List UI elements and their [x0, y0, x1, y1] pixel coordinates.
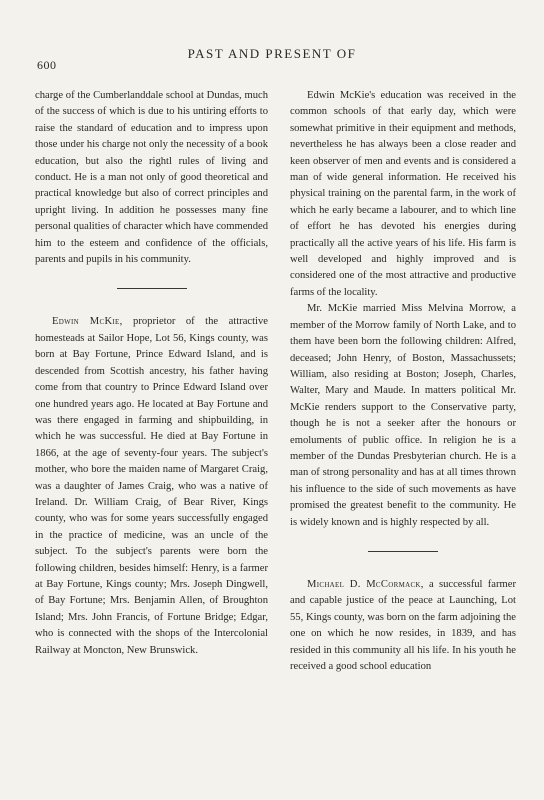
paragraph-school-continuation: charge of the Cumberlanddale school at Dundas, much of the success of which is due to his untiring efforts to raise the standard of education and to impress upon those under his charge not only the necessity of a book education, but also the rightl rules of living and conduct. He is a man not only of good theoretical and practical knowledge but also of correct principles and upright living. In addition he possesses many fine personal qualities of character which have commended him to the esteem and confidence of the officials, parents and pupils in his community.	[35, 90, 268, 266]
paragraph-text: proprietor of the attractive homesteads at Sailor Hope, Lot 56, Kings county, was born at Bay Fortune, Prince Edward Island, and is descended from Scottish ancestry, his father having come from that country to Prince Edward Island over one hundred years ago. He located at Bay Fortune and was there engaged in farming and shipbuilding, in which he was successful. He died at Bay Fortune in 1866, at the age of seventy-four years. The subject's mother, who bore the maiden name of Margaret Craig, was a daughter of James Craig, who was a native of Ireland. Dr. William Craig, of Bear River, Kings county, who was for some years successfully engaged in the practice of medicine, was an uncle of the subject. To the subject's parents were born the following children, besides himself: Henry, is a farmer at Bay Fortune, Kings county; Mrs. Joseph Dingwell, of Bay Fortune; Mrs. Benjamin Allen, of Broughton Island; Mrs. John Francis, of Fortune Bridge; Edgar, who is connected with the shops of the Intercolonial Railway at Moncton, New Brunswick.	[35, 316, 268, 656]
subject-name: Edwin McKie,	[52, 316, 123, 328]
left-column	[35, 88, 268, 659]
paragraph-edwin-mckie-intro	[35, 314, 268, 659]
section-divider	[117, 288, 187, 289]
paragraph-text: a successful farmer and capable justice of the peace at Launching, Lot 55, Kings county, was born on the farm adjoining the one on which he now resides, in 1839, and has resided in this community all his life. In his youth he received a good school education	[290, 578, 516, 672]
running-title: PAST AND PRESENT OF	[187, 46, 357, 61]
right-column	[290, 88, 516, 675]
page-number: 600	[37, 58, 57, 72]
subject-name: Michael D. McCormack,	[307, 578, 424, 590]
section-divider	[368, 551, 438, 552]
paragraph-mccormack-intro	[290, 577, 516, 675]
paragraph-education: Edwin McKie's education was received in the common schools of that early day, which were somewhat primitive in their equipment and methods, nevertheless he has always been a close reader and keen observer of men and events and is considered a man of wide general information. He received his physical training on the parental farm, in the work of which he early became a labourer, and to which line of effort he has devoted his energies during practically all the active years of his life. His farm is well developed and highly improved and is considered one of the most attractive and productive farms of the locality.	[290, 90, 516, 298]
paragraph-marriage: Mr. McKie married Miss Melvina Morrow, a member of the Morrow family of North Lake, and to them have been born the following children: Alfred, deceased; John Henry, of Boston, Massachussets; William, also residing at Boston; Joseph, Charles, Walter, Mary and Maude. In matters political Mr. McKie renders support to the Conservative party, though he is not a seeker after the honours or emoluments of public office. In religion he is a member of the Dundas Presbyterian church. He is a man of strong personality and has at all times thrown his influence to the side of such movements as have promised the greatest benefit to the community. He is widely known and is highly respected by all.	[290, 303, 516, 528]
